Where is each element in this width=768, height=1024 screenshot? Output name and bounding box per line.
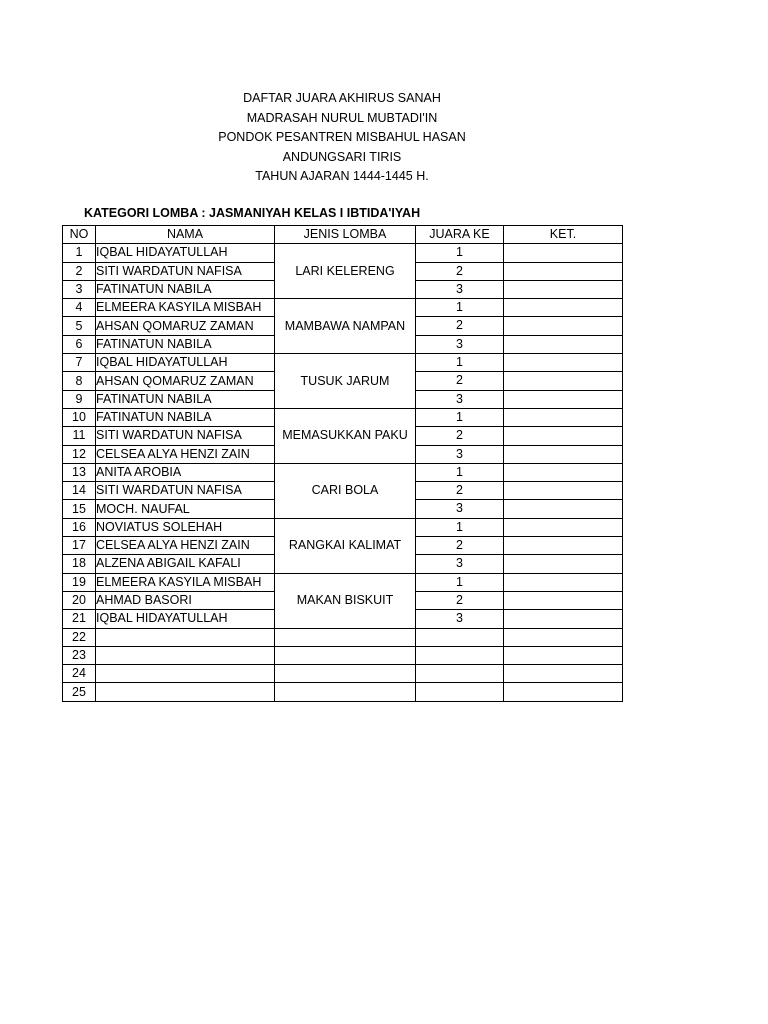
row-number: 23 [63, 646, 96, 664]
participant-name: FATINATUN NABILA [96, 408, 275, 426]
table-row [63, 665, 623, 683]
row-number: 24 [63, 665, 96, 683]
participant-name: SITI WARDATUN NAFISA [96, 482, 275, 500]
event-name-empty [275, 683, 416, 701]
table-row [63, 299, 623, 317]
rank-value: 3 [416, 390, 504, 408]
participant-name: ALZENA ABIGAIL KAFALI [96, 555, 275, 573]
note-value [504, 335, 623, 353]
rank-value: 1 [416, 299, 504, 317]
participant-name: FATINATUN NABILA [96, 390, 275, 408]
note-value [504, 244, 623, 262]
note-value [504, 482, 623, 500]
table-body [63, 244, 623, 701]
participant-name: AHSAN QOMARUZ ZAMAN [96, 317, 275, 335]
note-value [504, 518, 623, 536]
note-value [504, 408, 623, 426]
row-number: 3 [63, 280, 96, 298]
participant-name: MOCH. NAUFAL [96, 500, 275, 518]
rank-value: 2 [416, 427, 504, 445]
event-name: MAMBAWA NAMPAN [275, 299, 416, 354]
row-number: 10 [63, 408, 96, 426]
participant-name: ELMEERA KASYILA MISBAH [96, 573, 275, 591]
table-row [63, 463, 623, 481]
row-number: 25 [63, 683, 96, 701]
note-value [504, 610, 623, 628]
note-value [504, 372, 623, 390]
rank-value: 1 [416, 408, 504, 426]
row-number: 6 [63, 335, 96, 353]
participant-name: ELMEERA KASYILA MISBAH [96, 299, 275, 317]
column-header-event: JENIS LOMBA [275, 226, 416, 244]
participant-name [96, 665, 275, 683]
table-row [63, 573, 623, 591]
participant-name: NOVIATUS SOLEHAH [96, 518, 275, 536]
rank-value: 1 [416, 573, 504, 591]
participant-name: ANITA AROBIA [96, 463, 275, 481]
table-row [63, 408, 623, 426]
note-value [504, 463, 623, 481]
winners-table [62, 225, 623, 702]
event-name-empty [275, 646, 416, 664]
header-title: DAFTAR JUARA AKHIRUS SANAH [243, 91, 441, 105]
rank-value [416, 683, 504, 701]
rank-value: 2 [416, 482, 504, 500]
participant-name [96, 646, 275, 664]
rank-value: 3 [416, 280, 504, 298]
header-boarding-school: PONDOK PESANTREN MISBAHUL HASAN [218, 130, 466, 144]
rank-value [416, 646, 504, 664]
row-number: 21 [63, 610, 96, 628]
note-value [504, 317, 623, 335]
note-value [504, 628, 623, 646]
rank-value: 3 [416, 500, 504, 518]
row-number: 5 [63, 317, 96, 335]
participant-name: AHSAN QOMARUZ ZAMAN [96, 372, 275, 390]
rank-value: 1 [416, 518, 504, 536]
event-name: LARI KELERENG [275, 244, 416, 299]
note-value [504, 683, 623, 701]
event-name-empty [275, 628, 416, 646]
row-number: 4 [63, 299, 96, 317]
note-value [504, 262, 623, 280]
header-academic-year: TAHUN AJARAN 1444-1445 H. [255, 169, 429, 183]
rank-value [416, 665, 504, 683]
rank-value: 2 [416, 262, 504, 280]
participant-name: IQBAL HIDAYATULLAH [96, 244, 275, 262]
table-row [63, 683, 623, 701]
note-value [504, 390, 623, 408]
row-number: 1 [63, 244, 96, 262]
participant-name: CELSEA ALYA HENZI ZAIN [96, 537, 275, 555]
row-number: 9 [63, 390, 96, 408]
participant-name [96, 628, 275, 646]
participant-name: FATINATUN NABILA [96, 280, 275, 298]
rank-value: 3 [416, 610, 504, 628]
rank-value: 2 [416, 537, 504, 555]
row-number: 20 [63, 591, 96, 609]
category-label: KATEGORI LOMBA : JASMANIYAH KELAS I IBTIDA'IYAH [84, 206, 421, 220]
rank-value: 3 [416, 335, 504, 353]
row-number: 16 [63, 518, 96, 536]
table-row [63, 244, 623, 262]
rank-value: 2 [416, 591, 504, 609]
rank-value: 2 [416, 317, 504, 335]
participant-name [96, 683, 275, 701]
note-value [504, 555, 623, 573]
note-value [504, 427, 623, 445]
column-header-name: NAMA [96, 226, 275, 244]
participant-name: SITI WARDATUN NAFISA [96, 262, 275, 280]
event-name: CARI BOLA [275, 463, 416, 518]
row-number: 11 [63, 427, 96, 445]
note-value [504, 354, 623, 372]
header-location: ANDUNGSARI TIRIS [282, 149, 402, 164]
row-number: 19 [63, 573, 96, 591]
participant-name: AHMAD BASORI [96, 591, 275, 609]
table-header-row [63, 226, 623, 244]
document-header [0, 89, 684, 187]
rank-value: 1 [416, 463, 504, 481]
rank-value: 3 [416, 555, 504, 573]
event-name: MAKAN BISKUIT [275, 573, 416, 628]
row-number: 7 [63, 354, 96, 372]
participant-name: IQBAL HIDAYATULLAH [96, 610, 275, 628]
table-row [63, 354, 623, 372]
note-value [504, 591, 623, 609]
note-value [504, 500, 623, 518]
participant-name: FATINATUN NABILA [96, 335, 275, 353]
column-header-note: KET. [504, 226, 623, 244]
note-value [504, 573, 623, 591]
event-name: RANGKAI KALIMAT [275, 518, 416, 573]
table-row [63, 646, 623, 664]
note-value [504, 537, 623, 555]
row-number: 22 [63, 628, 96, 646]
header-institution: MADRASAH NURUL MUBTADI'IN [246, 110, 438, 125]
row-number: 12 [63, 445, 96, 463]
event-name: MEMASUKKAN PAKU [275, 408, 416, 463]
participant-name: SITI WARDATUN NAFISA [96, 427, 275, 445]
row-number: 8 [63, 372, 96, 390]
column-header-no: NO [63, 226, 96, 244]
rank-value: 1 [416, 244, 504, 262]
table-row [63, 628, 623, 646]
column-header-rank: JUARA KE [416, 226, 504, 244]
participant-name: CELSEA ALYA HENZI ZAIN [96, 445, 275, 463]
row-number: 2 [63, 262, 96, 280]
event-name-empty [275, 665, 416, 683]
event-name: TUSUK JARUM [275, 354, 416, 409]
rank-value: 3 [416, 445, 504, 463]
participant-name: IQBAL HIDAYATULLAH [96, 354, 275, 372]
rank-value: 2 [416, 372, 504, 390]
note-value [504, 445, 623, 463]
row-number: 17 [63, 537, 96, 555]
rank-value: 1 [416, 354, 504, 372]
row-number: 13 [63, 463, 96, 481]
table-row [63, 518, 623, 536]
note-value [504, 665, 623, 683]
note-value [504, 646, 623, 664]
note-value [504, 299, 623, 317]
rank-value [416, 628, 504, 646]
note-value [504, 280, 623, 298]
row-number: 18 [63, 555, 96, 573]
row-number: 14 [63, 482, 96, 500]
row-number: 15 [63, 500, 96, 518]
